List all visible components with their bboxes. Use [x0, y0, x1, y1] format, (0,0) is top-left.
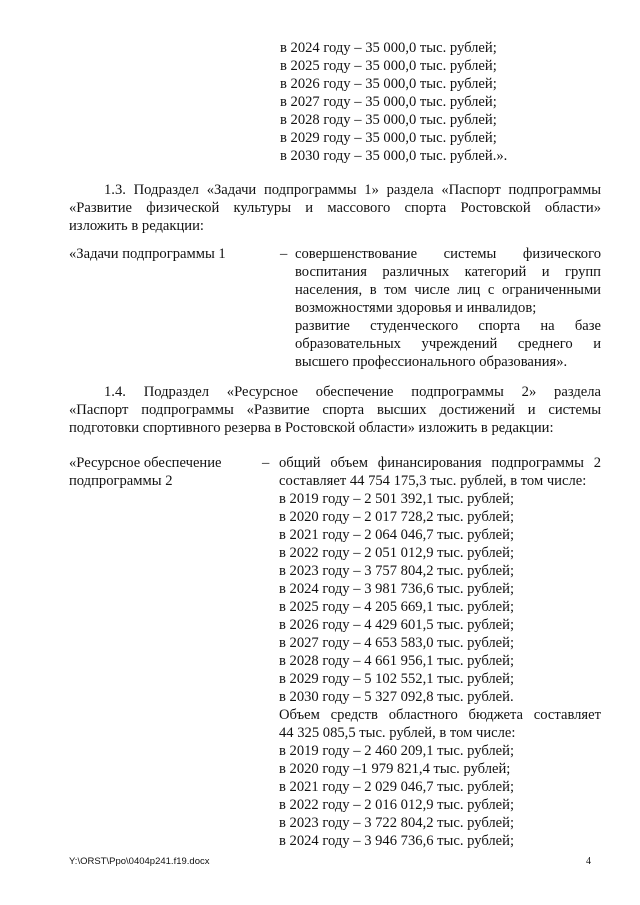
list-item: в 2028 году – 35 000,0 тыс. рублей; [280, 112, 497, 128]
paragraph-line: 1.4. Подраздел «Ресурсное обеспечение подпрограммы 2» раздела [104, 384, 601, 400]
tasks-dash: – [280, 246, 288, 262]
resource-line: в 2028 году – 4 661 956,1 тыс. рублей; [279, 653, 515, 669]
resource-line: в 2019 году – 2 460 209,1 тыс. рублей; [279, 743, 515, 759]
list-item: в 2027 году – 35 000,0 тыс. рублей; [280, 94, 497, 110]
resource-line: в 2021 году – 2 029 046,7 тыс. рублей; [279, 779, 515, 795]
list-item: в 2024 году – 35 000,0 тыс. рублей; [280, 40, 497, 56]
list-item: в 2026 году – 35 000,0 тыс. рублей; [280, 76, 497, 92]
paragraph-line: 1.3. Подраздел «Задачи подпрограммы 1» раздела «Паспорт подпрограммы [104, 182, 601, 198]
resource-line: в 2022 году – 2 016 012,9 тыс. рублей; [279, 797, 515, 813]
resource-line: в 2025 году – 4 205 669,1 тыс. рублей; [279, 599, 515, 615]
resource-line: в 2020 году –1 979 821,4 тыс. рублей; [279, 761, 511, 777]
tasks-line: развитие студенческого спорта на базе [295, 318, 601, 334]
list-item: в 2025 году – 35 000,0 тыс. рублей; [280, 58, 497, 74]
resource-line: в 2024 году – 3 946 736,6 тыс. рублей; [279, 833, 515, 849]
paragraph-line: «Паспорт подпрограммы «Развитие спорта высших достижений и системы [69, 402, 601, 418]
resource-line: в 2023 году – 3 722 804,2 тыс. рублей; [279, 815, 515, 831]
resource-line: составляет 44 754 175,3 тыс. рублей, в том числе: [279, 473, 587, 489]
resource-label-line-1: «Ресурсное обеспечение [69, 455, 222, 471]
resource-line: в 2022 году – 2 051 012,9 тыс. рублей; [279, 545, 515, 561]
page-number: 4 [586, 856, 591, 867]
resource-line: в 2026 году – 4 429 601,5 тыс. рублей; [279, 617, 515, 633]
resource-line: Объем средств областного бюджета составляет [279, 707, 601, 723]
resource-line: в 2027 году – 4 653 583,0 тыс. рублей; [279, 635, 515, 651]
resource-line: в 2021 году – 2 064 046,7 тыс. рублей; [279, 527, 515, 543]
tasks-line: возможностями здоровья и инвалидов; [295, 300, 537, 316]
resource-line: в 2029 году – 5 102 552,1 тыс. рублей; [279, 671, 515, 687]
resource-label-line-2: подпрограммы 2 [69, 473, 173, 489]
tasks-line: совершенствование системы физического [295, 246, 601, 262]
resource-line: в 2030 году – 5 327 092,8 тыс. рублей. [279, 689, 514, 705]
footer-file-path: Y:\ORST\Ppo\0404p241.f19.docx [69, 856, 210, 867]
resource-line: в 2023 году – 3 757 804,2 тыс. рублей; [279, 563, 515, 579]
tasks-line: образовательных учреждений среднего и [295, 336, 601, 352]
resource-dash: – [262, 455, 270, 471]
resource-line: общий объем финансирования подпрограммы 2 [279, 455, 601, 471]
list-item: в 2030 году – 35 000,0 тыс. рублей.». [280, 148, 508, 164]
resource-line: 44 325 085,5 тыс. рублей, в том числе: [279, 725, 516, 741]
tasks-line: высшего профессионального образования». [295, 354, 568, 370]
resource-line: в 2020 году – 2 017 728,2 тыс. рублей; [279, 509, 515, 525]
tasks-line: населения, в том числе лиц с ограниченными [295, 282, 601, 298]
tasks-line: воспитания различных категорий и групп [295, 264, 601, 280]
paragraph-line: изложить в редакции: [69, 218, 204, 234]
resource-line: в 2019 году – 2 501 392,1 тыс. рублей; [279, 491, 515, 507]
paragraph-line: подготовки спортивного резерва в Ростовской области» изложить в редакции: [69, 420, 554, 436]
tasks-label: «Задачи подпрограммы 1 [69, 246, 226, 262]
resource-line: в 2024 году – 3 981 736,6 тыс. рублей; [279, 581, 515, 597]
paragraph-line: «Развитие физической культуры и массового спорта Ростовской области» [69, 200, 601, 216]
list-item: в 2029 году – 35 000,0 тыс. рублей; [280, 130, 497, 146]
